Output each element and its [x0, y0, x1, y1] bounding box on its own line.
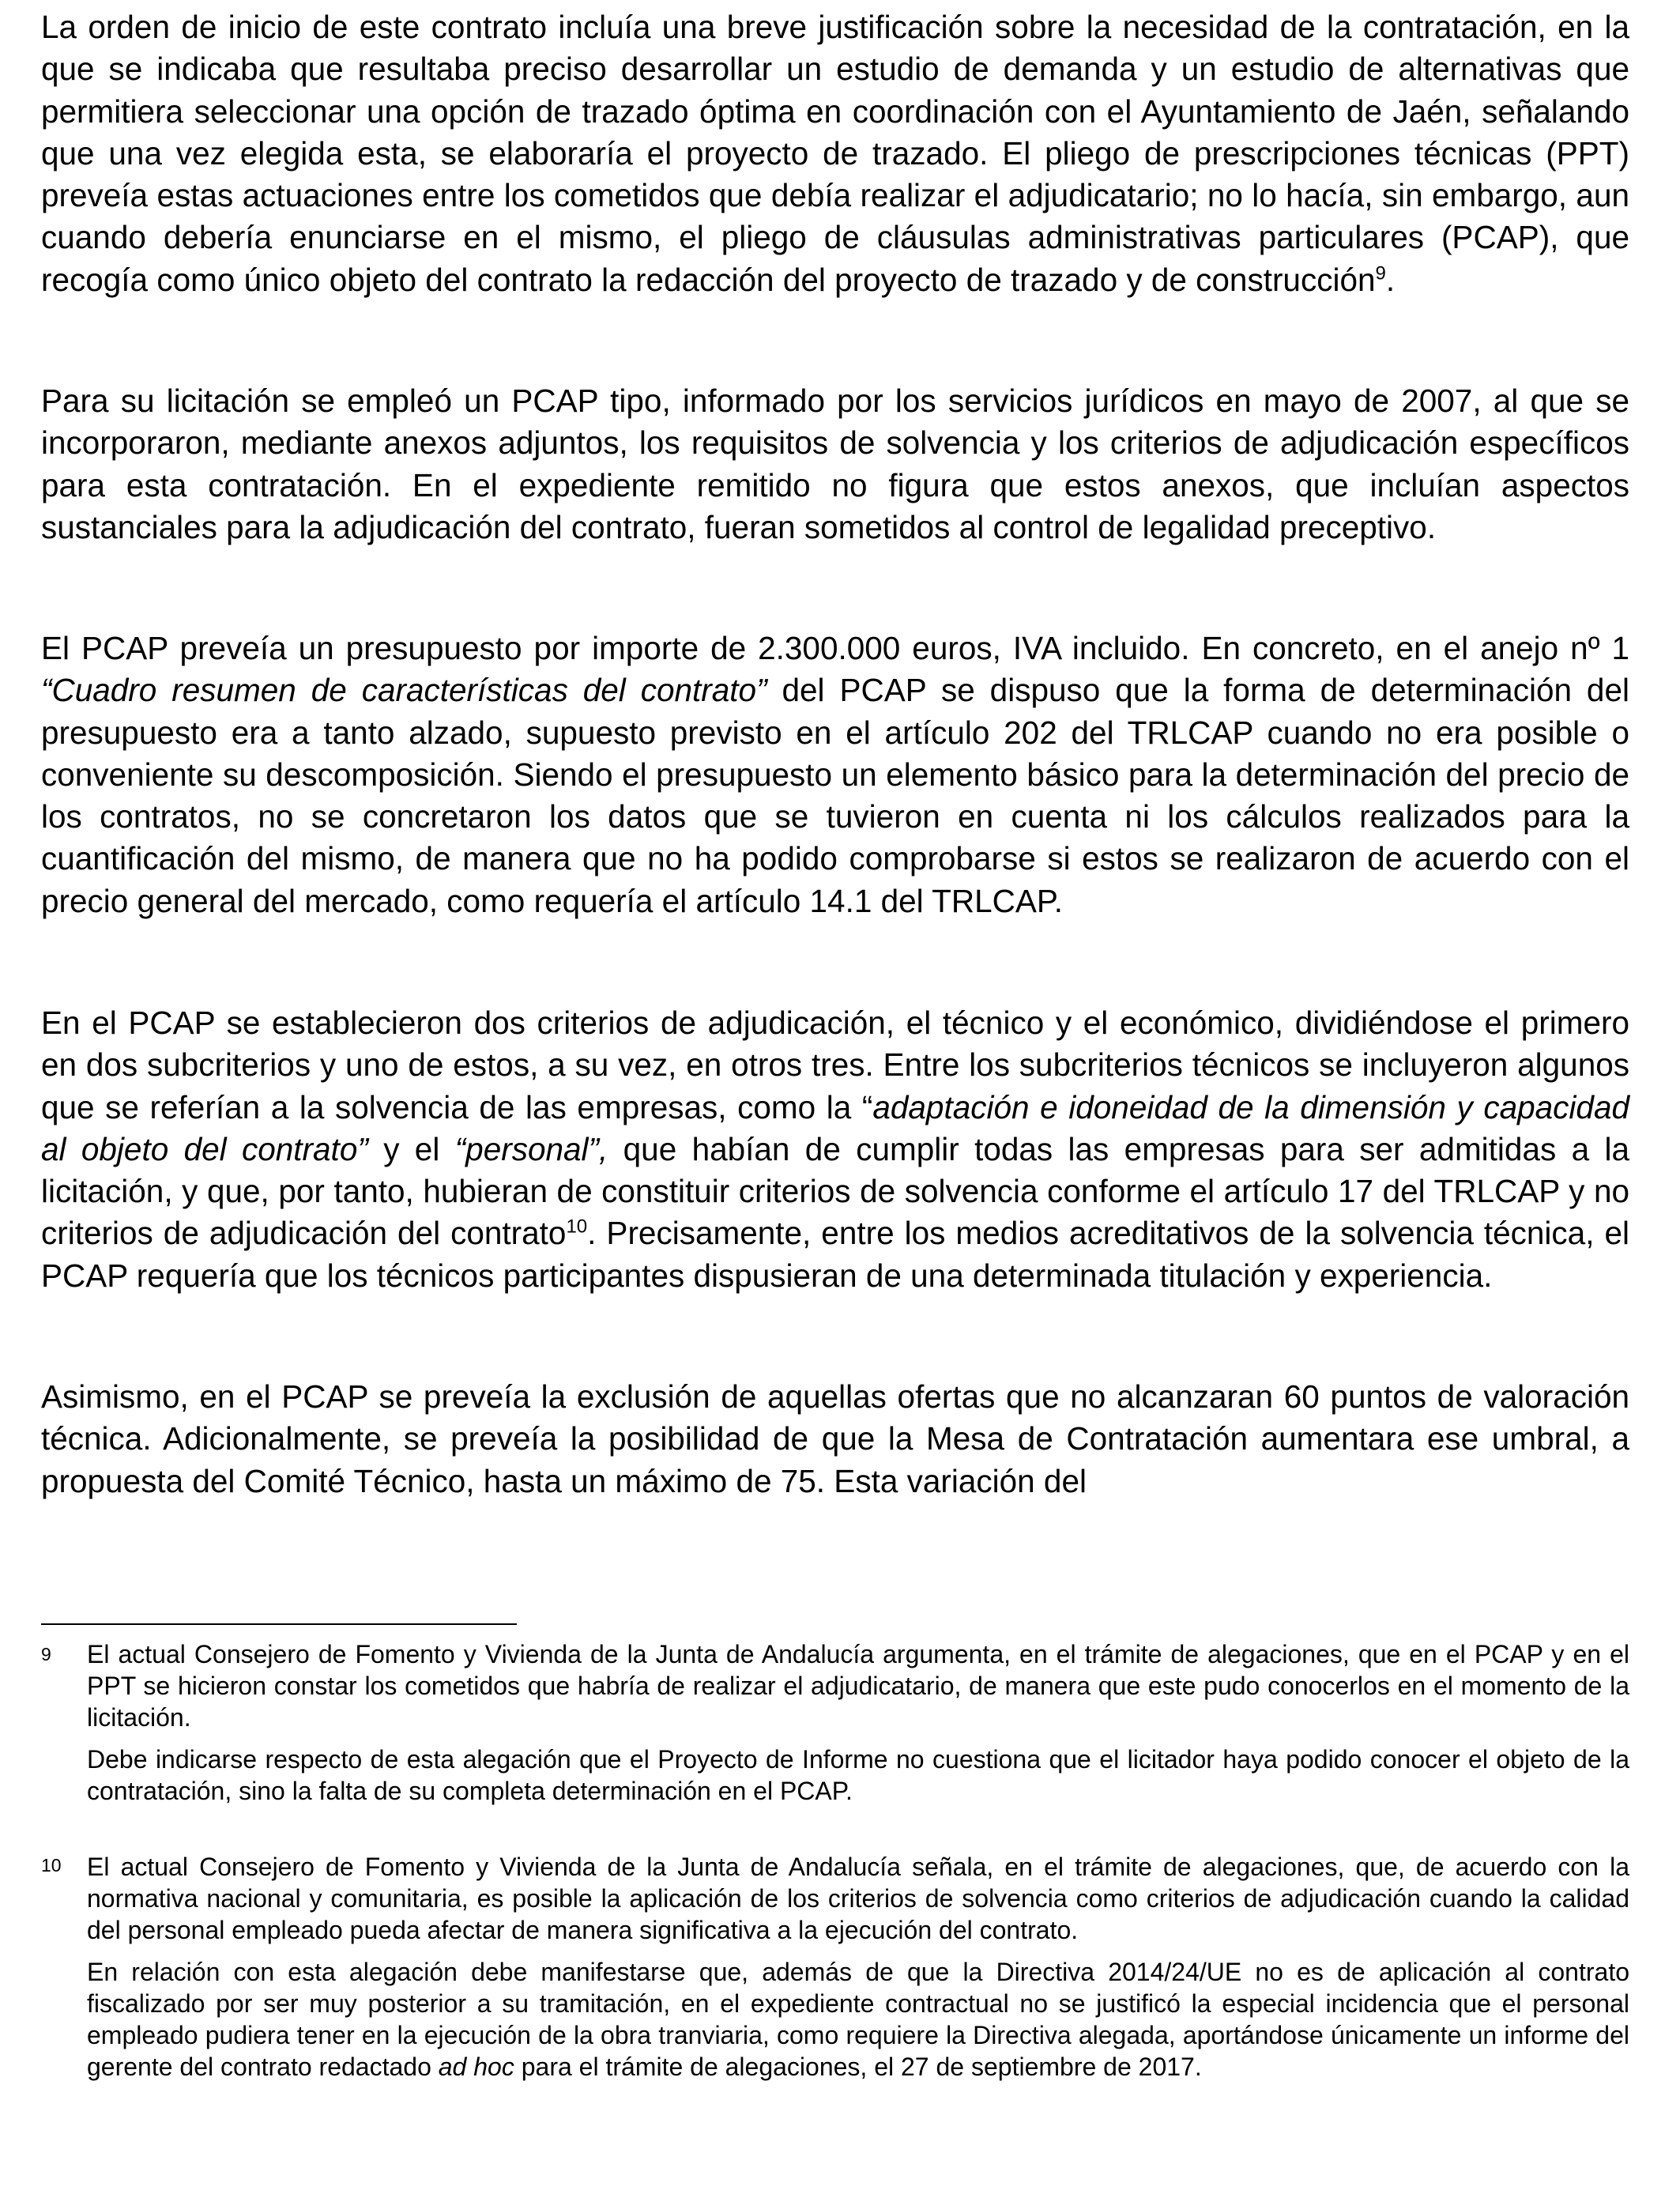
footnote-reference-10[interactable]: 10 — [566, 1216, 588, 1238]
italic-term: ad hoc — [438, 2053, 514, 2081]
footnote-text: para el trámite de alegaciones, el 27 de septiembre de 2017. — [514, 2053, 1202, 2081]
italic-quote: “Cuadro resumen de características del contrato” — [41, 672, 767, 709]
footnote-reference-9[interactable]: 9 — [1375, 262, 1386, 285]
paragraph-text: y el — [367, 1130, 455, 1167]
body-paragraph-4 — [41, 1002, 1629, 1297]
footnote-paragraph: El actual Consejero de Fomento y Vivienda de la Junta de Andalucía argumenta, en el trámite de alegaciones, que en el PCAP y en el PPT se hicieron constar los cometidos que habría de realizar el adjudicatario, de manera que este pudo conocerlos en el momento de la licitación. — [87, 1640, 1629, 1732]
paragraph-end: . — [1385, 261, 1396, 298]
italic-quote: adaptación e idoneidad de la dimensión y capacidad al objeto del contrato” — [41, 1088, 1629, 1167]
body-paragraph-5: Asimismo, en el PCAP se preveía la exclusión de aquellas ofertas que no alcanzaran 60 puntos de valoración técnica. Adicionalmente, se preveía la posibilidad de que la Mesa de Contratación aumentara ese umbral, a propuesta del Comité Técnico, hasta un máximo de 75. Esta variación del — [41, 1378, 1629, 1499]
footnote-text: En relación con esta alegación debe manifestarse que, además de que la Directiva 2014/24/UE no es de aplicación al contrato fiscalizado por ser muy posterior a su tramitación, en el expediente contractual no se justificó la especial incidencia que el personal empleado pudiera tener en la ejecución de la obra tranviaria, como requiere la Directiva alegada, aportándose únicamente un informe del gerente del contrato redactado — [87, 1958, 1629, 2081]
footnote-paragraph: El actual Consejero de Fomento y Vivienda de la Junta de Andalucía señala, en el trámite de alegaciones, que, de acuerdo con la normativa nacional y comunitaria, es posible la aplicación de los criterios de solvencia como criterios de adjudicación cuando la calidad del personal empleado pueda afectar de manera significativa a la ejecución del contrato. — [87, 1853, 1629, 1944]
paragraph-text: En el PCAP se establecieron dos criterios de adjudicación, el técnico y el económico, dividiéndose el primero en dos subcriterios y uno de estos, a su vez, en otros tres. Entre los subcriterios técnicos se incluyeron algunos que se referían a la solvencia de las empresas, como la “ — [41, 1005, 1629, 1125]
footnote-number: 10 — [41, 1855, 62, 1875]
paragraph-text: El PCAP preveía un presupuesto por importe de 2.300.000 euros, IVA incluido. En concreto, en el anejo nº 1 — [41, 630, 1629, 666]
footnote-10 — [41, 1851, 1629, 2083]
footnote-separator — [41, 1623, 517, 1625]
paragraph-text: . Precisamente, entre los medios acreditativos de la solvencia técnica, el PCAP requería que los técnicos participantes dispusieran de una determinada titulación y experiencia. — [41, 1215, 1629, 1294]
body-paragraph-2: Para su licitación se empleó un PCAP tipo, informado por los servicios jurídicos en mayo de 2007, al que se incorporaron, mediante anexos adjuntos, los requisitos de solvencia y los criterios de adjudicación específicos para esta contratación. En el expediente remitido no figura que estos anexos, que incluían aspectos sustanciales para la adjudicación del contrato, fueran sometidos al control de legalidad preceptivo. — [41, 383, 1629, 545]
italic-quote: “personal”, — [454, 1130, 608, 1167]
footnote-number: 9 — [41, 1644, 51, 1664]
footnote-paragraph — [87, 1956, 1629, 2083]
footnote-9 — [41, 1638, 1629, 1807]
body-paragraph-1 — [41, 6, 1629, 301]
paragraph-text: del PCAP se dispuso que la forma de determinación del presupuesto era a tanto alzado, supuesto previsto en el artículo 202 del TRLCAP cuando no era posible o conveniente su descomposición. Siendo el presupuesto un elemento básico para la determinación del precio de los contratos, no se concretaron los datos que se tuvieron en cuenta ni los cálculos realizados para la cuantificación del mismo, de manera que no ha podido comprobarse si estos se realizaron de acuerdo con el precio general del mercado, como requería el artículo 14.1 del TRLCAP. — [41, 672, 1629, 919]
body-paragraph-3 — [41, 628, 1629, 922]
footnote-paragraph: Debe indicarse respecto de esta alegación que el Proyecto de Informe no cuestiona que el licitador haya podido conocer el objeto de la contratación, sino la falta de su completa determinación en el PCAP. — [87, 1745, 1629, 1805]
paragraph-text: que habían de cumplir todas las empresas para ser admitidas a la licitación, y que, por tanto, hubieran de constituir criterios de solvencia conforme el artículo 17 del TRLCAP y no criterios de adjudicación del contrato — [41, 1130, 1629, 1252]
paragraph-text: La orden de inicio de este contrato incluía una breve justificación sobre la necesidad de la contratación, en la que se indicaba que resultaba preciso desarrollar un estudio de demanda y un estudio de alternativas que permitiera seleccionar una opción de trazado óptima en coordinación con el Ayuntamiento de Jaén, señalando que una vez elegida esta, se elaboraría el proyecto de trazado. El pliego de prescripciones técnicas (PPT) preveía estas actuaciones entre los cometidos que debía realizar el adjudicatario; no lo hacía, sin embargo, aun cuando debería enunciarse en el mismo, el pliego de cláusulas administrativas particulares (PCAP), que recogía como único objeto del contrato la redacción del proyecto de trazado y de construcción — [41, 9, 1629, 298]
